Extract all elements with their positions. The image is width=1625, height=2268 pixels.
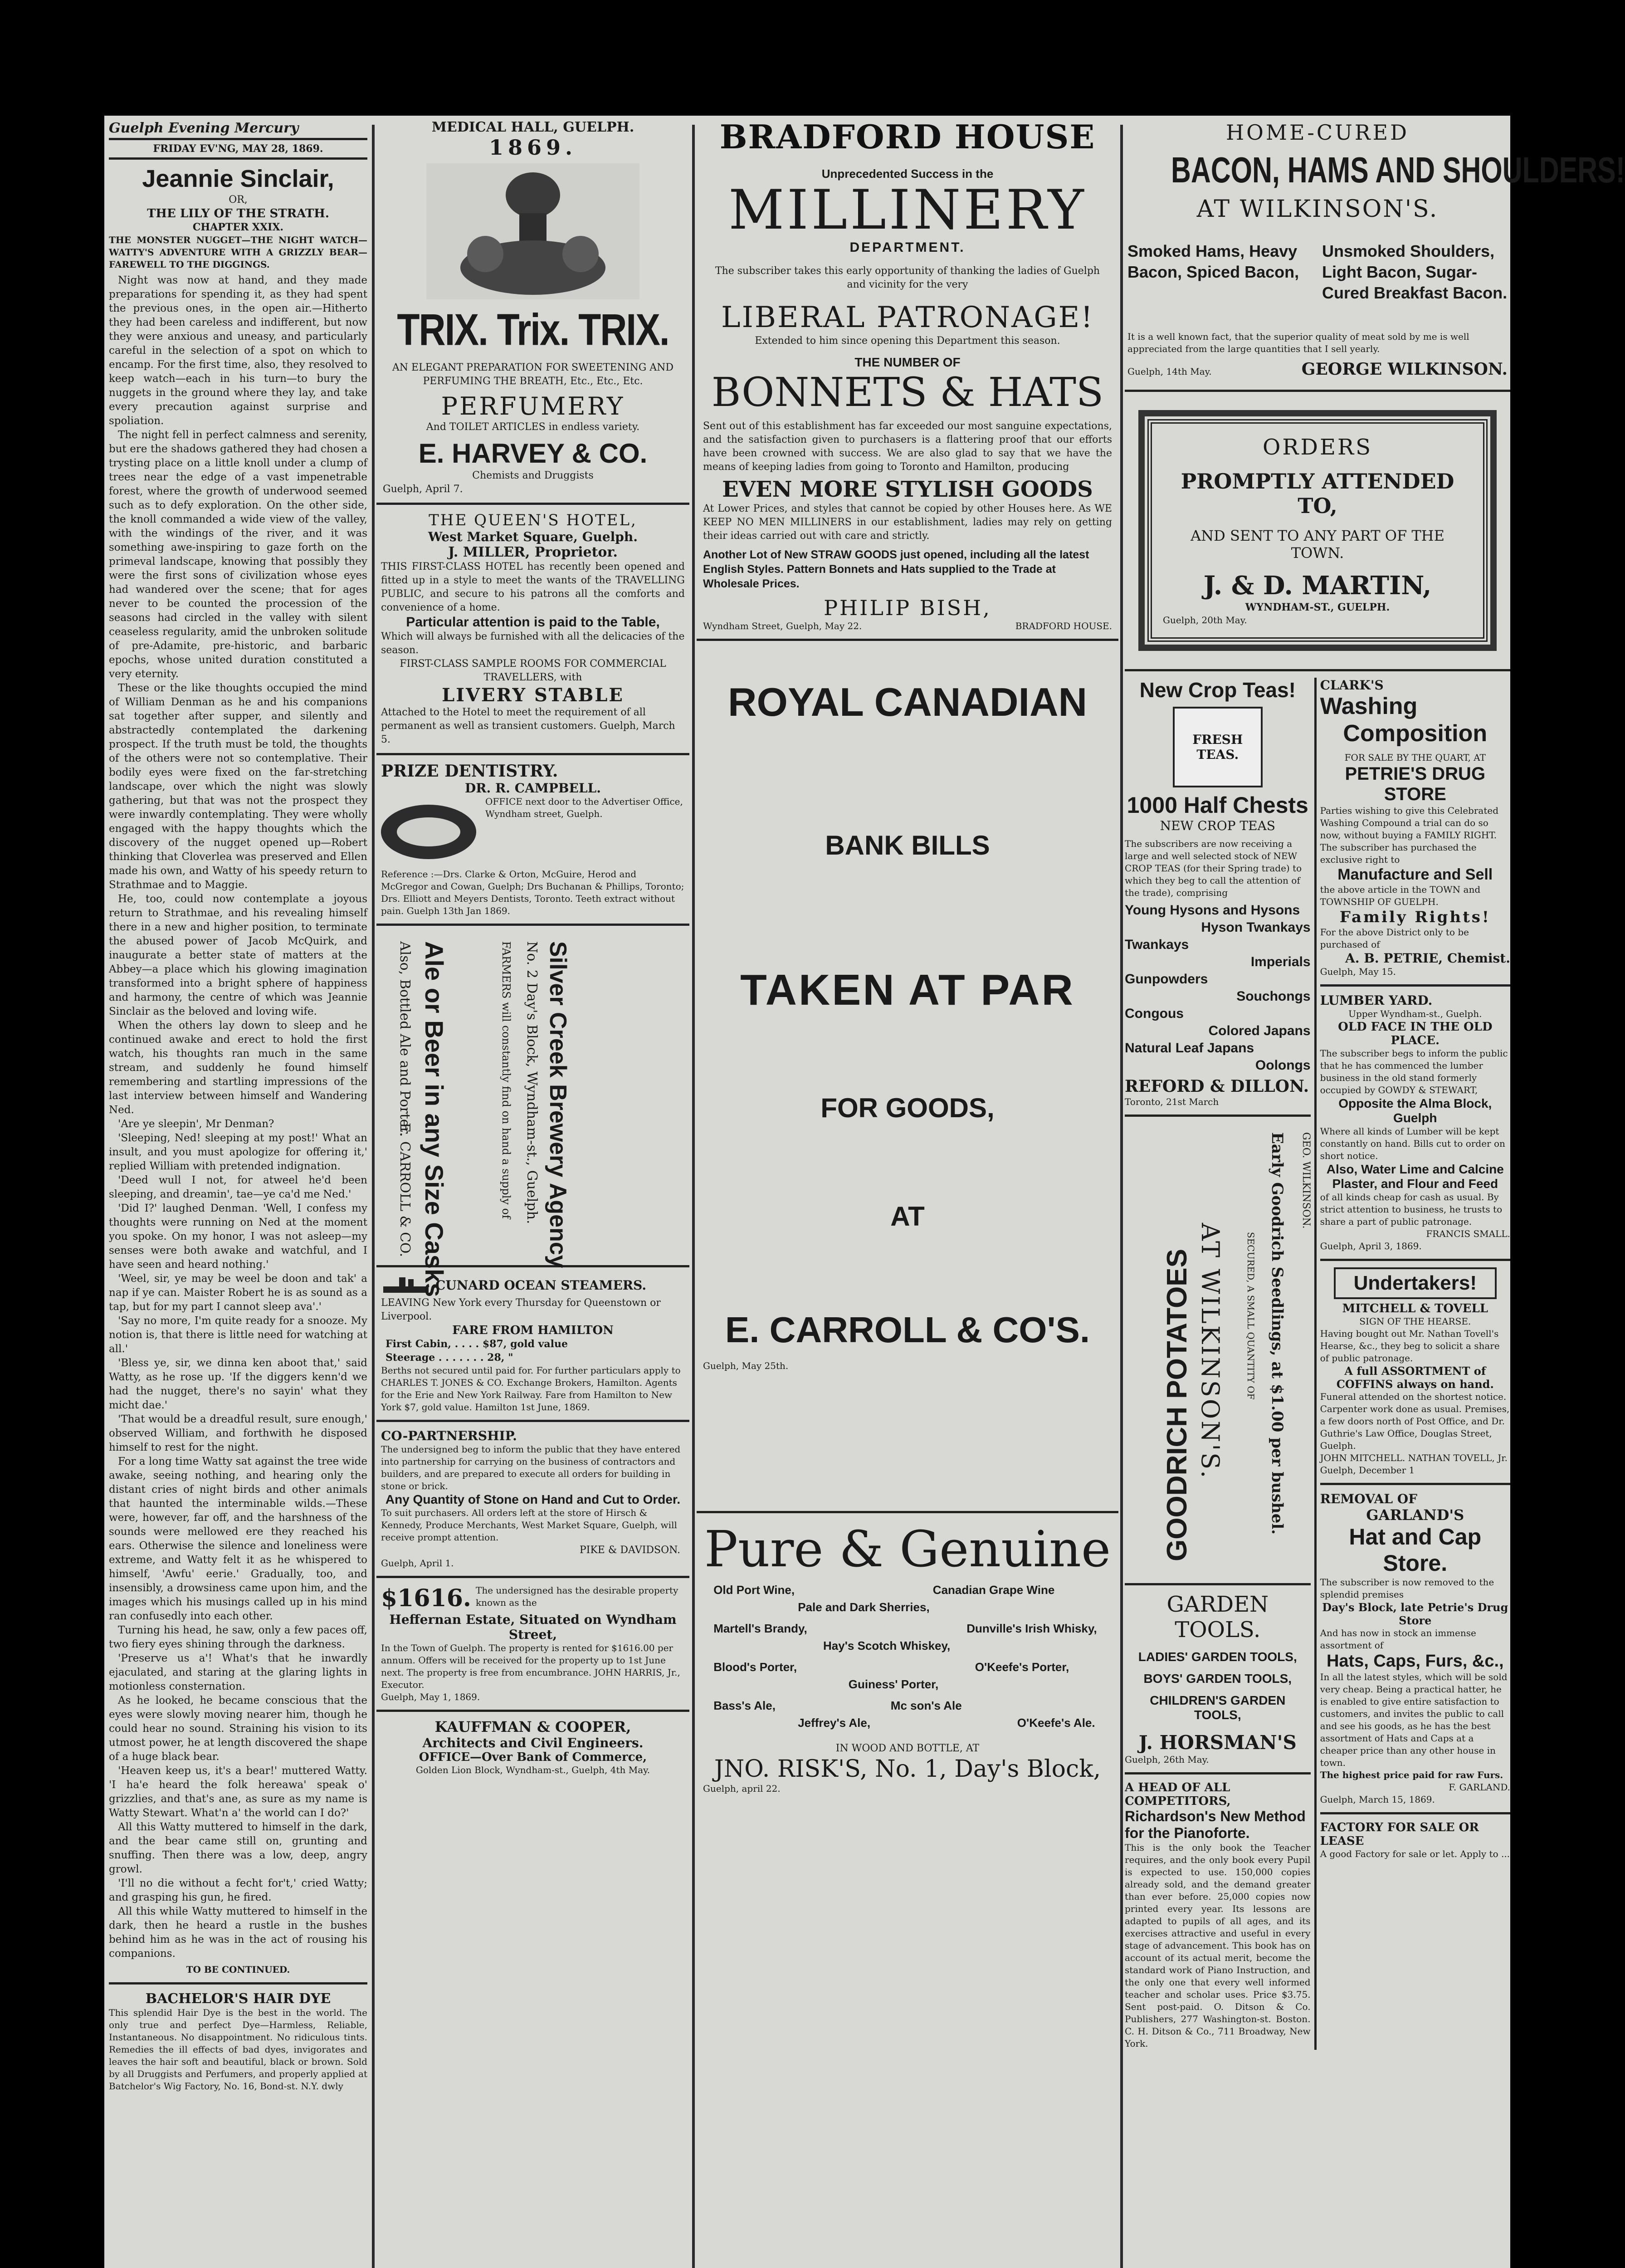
new-crop-teas: NEW CROP TEAS [1160, 818, 1275, 833]
bish-footer2: BRADFORD HOUSE. [1015, 621, 1112, 631]
campbell-refs: Reference :—Drs. Clarke & Orton, McGuire, Herod and McGregor and Cowan, Guelph; Drs Buchanan & Phillips, Toronto; Drs. Elliott and Meyers Dentists, Toronto. Teeth extract without pain. Guelph 13th Jan 1869. [381, 869, 684, 916]
martin-box [1147, 419, 1488, 642]
harvey-name: E. HARVEY & CO. [418, 438, 648, 469]
home-cured: HOME-CURED [1226, 120, 1409, 145]
family-body: For the above District only to be purchased of [1320, 927, 1469, 950]
story-paragraph: All this Watty muttered to himself in the dark, and the bear came still on, grunting and snuffing. Then there was a low, deep, angry growl. [109, 1821, 367, 1875]
philip-bish: PHILIP BISH, [824, 596, 991, 620]
livery-body: Attached to the Hotel to meet the requirement of all permanent as well as transient customers. Guelph, March 5. [381, 707, 675, 745]
bachelor-body: This splendid Hair Dye is the best in the world. The only true and perfect Dye—Harmless, Reliable, Instantaneous. No disappointment. No ridiculous tints. Remedies the ill effects of bad dyes, invigorates and leaves the hair soft and beautiful, black or brown. Sold by all Druggists and Perfumers, and properly applied at Batchelor's Wig Factory, No. 16, Bond-st. N.Y. dwly [109, 2007, 367, 2092]
factory: FACTORY FOR SALE OR LEASE [1320, 1821, 1479, 1848]
prize-dentistry: PRIZE DENTISTRY. [381, 762, 558, 781]
bank-bills-ad [697, 647, 1118, 1505]
smoked-left: Smoked Hams, Heavy Bacon, Spiced Bacon, [1127, 242, 1299, 281]
dentures-icon [376, 796, 481, 868]
liquor-item: Jeffrey's Ale, [798, 1716, 871, 1730]
petrie: A. B. PETRIE, Chemist. [1345, 951, 1510, 966]
wilk-body: It is a well known fact, that the superior quality of meat sold by me is well appreciated from the large quantities that I sell yearly. [1127, 331, 1469, 354]
tea-item: Oolongs [1255, 1058, 1311, 1073]
cunard: CUNARD OCEAN STEAMERS. [435, 1277, 647, 1293]
undertakers-body2: Funeral attended on the shortest notice. Carpenter work done as usual. Premises, a few doors north of Post Office, and Dr. Guthrie's Law Office, Douglas Street, Guelph. [1320, 1391, 1510, 1451]
liquor-item: Martell's Brandy, [713, 1622, 807, 1635]
heffernan-amount: $1616. [381, 1584, 472, 1612]
straw-goods: Another Lot of New STRAW GOODS just opened, including all the latest English Styles. Pattern Bonnets and Hats supplied to the Trade at Wholesale Prices. [703, 548, 1089, 590]
ale-name: E. CARROLL & CO. [397, 1123, 413, 1257]
lumber-body3: of all kinds cheap for cash as usual. By strict attention to business, he trusts to share a part of public patronage. [1320, 1192, 1503, 1227]
story-paragraph: 'I'll no die without a fecht for't,' cried Watty; and grasping his gun, he fired. [109, 1877, 367, 1903]
west-market: West Market Square, Guelph. [428, 529, 638, 544]
martin-street: WYNDHAM-ST., GUELPH. [1245, 601, 1390, 613]
petries: PETRIE'S DRUG STORE [1345, 764, 1486, 804]
tea-item: Imperials [1250, 954, 1311, 969]
pike: PIKE & DAVIDSON. [579, 1545, 680, 1556]
heffernan-amount-body: The undersigned has the desirable property known as the [476, 1585, 678, 1608]
story-title: Jeannie Sinclair, [142, 165, 334, 192]
story-paragraph: 'Are ye sleepin', Mr Denman? [118, 1118, 274, 1130]
reford: REFORD & DILLON. [1125, 1077, 1309, 1096]
tea-item: Colored Japans [1208, 1023, 1311, 1038]
risk: JNO. RISK'S, No. 1, Day's Block, [714, 1755, 1101, 1783]
lumber-body2: Where all kinds of Lumber will be kept constantly on hand. Bills cut to order on short notice. [1320, 1126, 1505, 1161]
story-paragraph: 'Bless ye, sir, we dinna ken aboot that,' said Watty, as he rose up. 'If the diggers kenn'd we had the nugget, there's no sayin' what they micht dae.' [109, 1357, 367, 1411]
heffernan-estate: Heffernan Estate, Situated on Wyndham Street, [389, 1612, 677, 1642]
tea-list [1125, 899, 1311, 1077]
secured: SECURED, A SMALL QUANTITY OF [1245, 1232, 1256, 1400]
petries-body: Parties wishing to give this Celebrated Washing Compound a trial can do so now, without buying a FAMILY RIGHT. [1320, 805, 1498, 841]
half-chests: 1000 Half Chests [1127, 792, 1308, 818]
fresh-label: FRESH [1192, 732, 1243, 747]
liquor-item: Canadian Grape Wine [932, 1583, 1055, 1597]
lumber-street: Upper Wyndham-st., Guelph. [1348, 1008, 1482, 1019]
manufacture: Manufacture and Sell [1337, 866, 1493, 883]
risk-date: Guelph, april 22. [703, 1783, 781, 1794]
sample-rooms: FIRST-CLASS SAMPLE ROOMS FOR COMMERCIAL TRAVELLERS, with [400, 658, 666, 683]
newspaper-page [104, 116, 1625, 2268]
perfume-illustration [426, 163, 639, 299]
story-paragraph: These or the like thoughts occupied the mind of William Denman as he and his companions sat together after supper, and silently and abstractedly contemplated the darkening prospect. If the truth must be told, the thoughts of the others were not so contemplative. Their bodily eyes were fixed on the far-stretching landscape, over which the night was slowly gathering, but that was not the prospect they were inwardly contemplating. They were wholly engaged with the happy thoughts which the discovery of the nugget opened up—Robert thinking that Cloverlea was preserved and Ellen made his own, and Watty of his speedy return to Strathmae and to Maggie. [109, 682, 367, 891]
livery-stable: LIVERY STABLE [442, 684, 624, 706]
for-goods: FOR GOODS, [820, 1093, 995, 1123]
copartnership: CO-PARTNERSHIP. [381, 1428, 517, 1443]
silver-block: No. 2 Day's Block, Wyndham-st., Guelph. [524, 941, 540, 1224]
story-paragraph: 'Preserve us a'! What's that he inwardly ejaculated, and staring at the glaring lights in motionless consternation. [109, 1652, 367, 1692]
story-paragraph: The night fell in perfect calmness and serenity, but ere the shadows gathered they had chosen a trysting place on a little knoll under a clump of trees near the edge of a vast impenetrable forest, where the growth of underwood seemed such as to defy exploration. On the other side, the knoll commanded a wide view of the valley, with the windings of the river, and it was something awe-inspiring to gaze forth on the primeval landscape, knowing that possibly they were the first sons of civilization whose eyes had wandered over the scene; that for ages never to be counted the procession of the seasons had circled in the valley with silent ceaseless regularity, amid the unbroken solitude of pre-Adamite, pre-historic, and barbaric epochs, whose united duration constituted a very eternity. [109, 429, 367, 680]
orders: ORDERS [1262, 435, 1373, 460]
bacon-hams: BACON, HAMS AND SHOULDERS! [1171, 150, 1625, 190]
richardson-body: This is the only book the Teacher requires, and the only book every Pupil is expected to use. 150,000 copies already sold, and the demand greater than ever before. 25,000 copies now printed every year. Its lessons are adapted to pupils of all ages, and its exercises attractive and useful in every stage of advancement. This book has on account of its actual merit, become the standard work of Piano Instruction, and the only one that every well informed teacher and scholar uses. Price $3.75. Sent post-paid. O. Ditson & Co. Publishers, 277 Washington-st. Boston. C. H. Ditson & Co., 711 Broadway, New York. [1125, 1842, 1311, 2049]
tea-item: Congous [1125, 1006, 1184, 1021]
royal-canadian: ROYAL CANADIAN [727, 679, 1088, 724]
medical-hall: MEDICAL HALL, GUELPH. [431, 119, 634, 135]
taken-at-par: TAKEN AT PAR [740, 966, 1075, 1014]
trix-desc: AN ELEGANT PREPARATION FOR SWEETENING AND PERFUMING THE BREATH, Etc., Etc., Etc. [392, 362, 674, 387]
story-paragraph: He, too, could now contemplate a joyous return to Strathmae, and his revealing himself there in a new and higher position, to terminate the abused power of Jacob McQuirk, and inaugurate a better state of matters at the Abbey—a place which his glowing imagination transformed into a bright sphere of happiness and harmony, the centre of which was Jeannie Sinclair as the beloved and loving wife. [109, 893, 367, 1017]
garland-body: The subscriber is now removed to the splendid premises [1320, 1577, 1494, 1600]
office-body: Golden Lion Block, Wyndham-st., Guelph, 4th May. [415, 1765, 650, 1775]
story-paragraph: 'Sleeping, Ned! sleeping at my post!' What an insult, and you must apologize for offering it,' replied William with pretended indignation. [109, 1132, 367, 1172]
story-column [109, 116, 367, 2268]
lumber-body: The subscriber begs to inform the public that he has commenced the lumber business in the old stand formerly occupied by GOWDY & STEWART, [1320, 1048, 1508, 1095]
coffins: A full ASSORTMENT of COFFINS always on hand. [1336, 1364, 1494, 1391]
col4a [1125, 678, 1317, 2050]
copartner-body: The undersigned beg to inform the public that they have entered into partnership for carrying on the business of contractors and builders, and are prepared to execute all orders for building in stone or brick. [381, 1444, 681, 1491]
garland: F. GARLAND. [1449, 1782, 1510, 1793]
bonnets-body: Sent out of this establishment has far exceeded our most sanguine expectations, and the satisfaction given to purchasers is a flattering proof that our efforts have been crowned with success. We are also glad to say that we have the means of keeping ladies from going to Toronto and Hamilton, producing [703, 420, 1112, 473]
garland-body3: In all the latest styles, which will be sold very cheap. Being a practical hatter, he is enabled to give entire satisfaction to customers, and invites the public to call and see his goods, as he has the best assortment of Hats and Caps at a cheaper price than any other house in town. [1320, 1672, 1508, 1768]
toilet-text: And TOILET ARTICLES in endless variety. [426, 421, 640, 433]
story-paragraph: Night was now at hand, and they made preparations for spending it, as they had spent the previous ones, in the open air.—Hitherto they had been careless and indifferent, but now they were anxious and uneasy, and particularly careful in the selection of a spot on which to encamp. For the first time, also, they resolved to keep watch—each in his turn—to bury the nuggets in the ground where they lay, and take every precaution against surprise and spoliation. [109, 274, 367, 427]
stone-body: To suit purchasers. All orders left at the store of Hirsch & Kennedy, Produce Merchants, West Market Square, Guelph, will receive prompt attention. [381, 1507, 677, 1543]
kauffman: KAUFFMAN & COOPER, [434, 1718, 631, 1735]
horsman-date: Guelph, 26th May. [1125, 1754, 1209, 1765]
hotel-body2: Which will always be furnished with all the delicacies of the season. [381, 631, 685, 656]
pure-genuine: Pure & Genuine [704, 1520, 1111, 1578]
lumber: LUMBER YARD. [1320, 993, 1433, 1008]
story-body [109, 274, 367, 1961]
story-paragraph: Turning his head, he saw, only a few paces off, two fiery eyes shining through the darkness. [109, 1624, 367, 1650]
opposite: Opposite the Alma Block, Guelph [1338, 1096, 1492, 1125]
in-wood: IN WOOD AND BOTTLE, AT [835, 1743, 980, 1754]
campbell-body: OFFICE next door to the Advertiser Office, Wyndham street, Guelph. [485, 796, 683, 819]
undertakers-body: Having bought out Mr. Nathan Tovell's Hearse, &c., they beg to solicit a share of public patronage. [1320, 1328, 1500, 1364]
thanks: The subscriber takes this early opportunity of thanking the ladies of Guelph and vicinity for the very [715, 265, 1100, 290]
heffernan-date: Guelph, May 1, 1869. [381, 1691, 480, 1702]
story-chapter: CHAPTER XXIX. [192, 221, 284, 233]
story-paragraph: 'Weel, sir, ye may be weel be doon and tak' a nap if ye can. Maister Robert he is as sound as a tap, but for my part I cannot sleep ava'.' [109, 1273, 367, 1313]
liquor-item: O'Keefe's Ale. [1017, 1716, 1095, 1730]
unprecedented: Unprecedented Success in the [821, 167, 994, 181]
days-block: Day's Block, late Petrie's Drug Store [1322, 1601, 1508, 1627]
tea-item: Natural Leaf Japans [1125, 1041, 1254, 1056]
reford-date: Toronto, 21st March [1125, 1096, 1219, 1107]
number-of: THE NUMBER OF [854, 355, 961, 369]
early-goodrich: Early Goodrich Seedlings, at $1.00 per bushel. [1268, 1132, 1286, 1535]
removal: REMOVAL OF [1320, 1491, 1418, 1506]
washing: Washing [1320, 693, 1418, 719]
masthead-date: FRIDAY EV'NG, MAY 28, 1869. [153, 143, 323, 155]
campbell-name: DR. R. CAMPBELL. [464, 781, 601, 796]
particular: Particular attention is paid to the Table, [406, 615, 660, 630]
bank-bills: BANK BILLS [825, 830, 990, 860]
cunard-body: LEAVING New York every Thursday for Queenstown or Liverpool. [381, 1297, 661, 1322]
mitchell: MITCHELL & TOVELL [1342, 1302, 1488, 1315]
composition: Composition [1343, 720, 1488, 747]
at: AT [890, 1201, 925, 1232]
old-face: OLD FACE IN THE OLD PLACE. [1338, 1020, 1493, 1047]
petries-body3: the above article in the TOWN and TOWNSHIP OF GUELPH. [1320, 884, 1481, 907]
garden-tools: GARDEN TOOLS. [1166, 1592, 1269, 1642]
department: DEPARTMENT. [849, 240, 966, 255]
millinery: MILLINERY [728, 179, 1087, 242]
silver-farmers: FARMERS will constantly find on hand a supply of [500, 941, 512, 1219]
tea-item: Hyson Twankays [1201, 920, 1311, 935]
raw-furs: The highest price paid for raw Furs. [1320, 1769, 1503, 1780]
teeth-illustration [376, 796, 481, 868]
story-paragraph: For a long time Watty sat against the tree wide awake, seeing nothing, and hearing only the distant cries of night birds and other animals that haunted the interminable wilds.—These were, however, far off, and the harshness of the sounds were mellowed ere they reached his ears. Otherwise the silence and loneliness were extreme, and Watty felt it as he whispered to himself, 'Awfu' eerie.' Gradually, too, and insensibly, a drowsiness came upon him, and the images which his musings called up in his mind ran confusedly into each other. [109, 1456, 367, 1622]
undertakers-box [1334, 1267, 1497, 1299]
first-cabin: First Cabin, . . . . $87, gold value [386, 1338, 568, 1350]
liquor-item: Blood's Porter, [713, 1660, 797, 1674]
teas-label: TEAS. [1196, 747, 1239, 762]
names: JOHN MITCHELL. NATHAN TOVELL, Jr. [1320, 1452, 1508, 1463]
hat-cap: Hat and Cap Store. [1349, 1524, 1482, 1576]
bonnets-hats: BONNETS & HATS [711, 369, 1104, 415]
liberal-patronage: LIBERAL PATRONAGE! [721, 301, 1094, 334]
liquor-item: Bass's Ale, [713, 1699, 776, 1712]
new-crop: New Crop Teas! [1139, 678, 1296, 702]
office-heading: OFFICE—Over Bank of Commerce, [419, 1750, 647, 1764]
garland-body2: And has now in stock an immense assortment of [1320, 1628, 1476, 1651]
boys-tools: BOYS' GARDEN TOOLS, [1143, 1672, 1292, 1686]
hotel-body: THIS FIRST-CLASS HOTEL has recently been opened and fitted up in a style to meet the wants of the TRAVELLING PUBLIC, and secure to his patrons all the comforts and convenience of a home. [381, 561, 685, 613]
goodrich: GOODRICH POTATOES [1161, 1249, 1193, 1561]
steerage: Steerage . . . . . . . 28, " [386, 1352, 513, 1364]
story-or: OR, [229, 194, 248, 205]
story-paragraph: 'Did I?' laughed Denman. 'Well, I confess my thoughts were running on Ned at the moment you spoke. On my honor, I was not asleep—my senses were both awake and watchful, and I have seen and heard nothing.' [109, 1202, 367, 1271]
goodrich-ad [1125, 1123, 1311, 1577]
small: FRANCIS SMALL. [1426, 1228, 1510, 1239]
story-paragraph: 'Heaven keep us, it's a bear!' muttered Watty. 'I ha'e heard the folk hereawa' speak o' grizzlies, and that's ane, as sure as my name is Watty Stewart. What'n a' the world can I do?' [109, 1765, 367, 1819]
ale-beer: Ale or Beer in any Size Casks [420, 941, 449, 1297]
tea-item: Twankays [1125, 937, 1189, 952]
ahead: A HEAD OF ALL COMPETITORS, [1125, 1781, 1231, 1808]
promptly: PROMPTLY ATTENDED TO, [1181, 469, 1454, 518]
story-paragraph: 'Deed wull I not, for atweel he'd been sleeping, and dreamin', tae—ye ca'd me Ned.' [109, 1174, 367, 1200]
wilk-date: Guelph, 14th May. [1127, 366, 1212, 377]
bradford-house: BRADFORD HOUSE [719, 117, 1096, 156]
masthead-name: Guelph Evening Mercury [109, 120, 299, 136]
tea-item: Gunpowders [1125, 972, 1208, 987]
water-lime: Also, Water Lime and Calcine Plaster, and Flour and Feed [1326, 1162, 1504, 1191]
factory-body: A good Factory for sale or let. Apply to ... [1320, 1848, 1510, 1859]
bish-footer: Wyndham Street, Guelph, May 22. [703, 621, 862, 631]
richardson: Richardson's New Method for the Pianoforte. [1125, 1808, 1306, 1841]
heffernan-body: In the Town of Guelph. The property is rented for $1616.00 per annum. Offers will be received for the property up to 1st June next. The property is free from encumbrance. JOHN HARRIS, Jr., Executor. [381, 1642, 680, 1690]
col4b [1317, 678, 1510, 2050]
story-paragraph: When the others lay down to sleep and he continued awake and erect to hold the first watch, his thoughts ran much in the same stream, and suddenly he found himself remembering and startling impressions of the last interview between himself and Wandering Ned. [109, 1020, 367, 1116]
names-date: Guelph, December 1 [1320, 1465, 1415, 1476]
even-more-body: At Lower Prices, and styles that cannot be copied by other Houses here. As WE KEEP NO MEN MILLINERS in our establishment, ladies may rely on getting their ideas carried out with care and strictly. [703, 503, 1112, 542]
harvey-date: Guelph, April 7. [383, 484, 463, 495]
story-summary: THE MONSTER NUGGET—THE NIGHT WATCH—WATTY'S ADVENTURE WITH A GRIZZLY BEAR—FAREWELL TO THE DIGGINGS. [109, 235, 367, 270]
col3 [697, 116, 1118, 2268]
even-more: EVEN MORE STYLISH GOODS [722, 477, 1093, 502]
liquor-list [697, 1579, 1118, 1742]
liquor-item: Dunville's Irish Whisky, [966, 1622, 1097, 1635]
undertakers: Undertakers! [1353, 1272, 1477, 1294]
martin-name: J. & D. MARTIN, [1203, 571, 1432, 601]
petrie-date: Guelph, May 15. [1320, 966, 1396, 977]
trix-heading: TRIX. Trix. TRIX. [397, 305, 669, 355]
teas-body: The subscribers are now receiving a large and well selected stock of NEW CROP TEAS (for their Spring trade) to which they beg to call the attention of the trade), comprising [1125, 838, 1302, 898]
bachelor-title: BACHELOR'S HAIR DYE [145, 1991, 331, 2007]
petries-body2: The subscriber has purchased the exclusive right to [1320, 842, 1477, 865]
ladies-tools: LADIES' GARDEN TOOLS, [1138, 1650, 1297, 1664]
children-tools: CHILDREN'S GARDEN TOOLS, [1150, 1693, 1286, 1722]
medical-year: 1869. [488, 135, 577, 160]
story-paragraph: All this while Watty muttered to himself in the dark, then he heard a rustle in the bushes behind him as he was in the act of rousing his companions. [109, 1906, 367, 1960]
liquor-item: O'Keefe's Porter, [975, 1660, 1069, 1674]
garland-date: Guelph, March 15, 1869. [1320, 1794, 1435, 1805]
liquor-item: Guiness' Porter, [848, 1677, 939, 1691]
liquor-item: Hay's Scotch Whiskey, [823, 1639, 951, 1652]
silver-creek: Silver Creek Brewery Agency [545, 941, 571, 1268]
sent: AND SENT TO ANY PART OF THE TOWN. [1191, 527, 1444, 562]
story-subtitle: THE LILY OF THE STRATH. [147, 207, 329, 220]
carroll: E. CARROLL & CO'S. [725, 1310, 1090, 1350]
small-date: Guelph, April 3, 1869. [1320, 1241, 1422, 1251]
col2 [376, 116, 689, 2268]
fare: FARE FROM HAMILTON [452, 1324, 614, 1337]
martin-date: Guelph, 20th May. [1163, 615, 1247, 626]
story-paragraph: 'Say no more, I'm quite ready for a snooze. My notion is, that there is little need for watching at all.' [109, 1315, 367, 1355]
stone-heading: Any Quantity of Stone on Hand and Cut to Order. [385, 1492, 681, 1506]
at-wilkinson: AT WILKINSON'S. [1196, 196, 1439, 223]
perfumery-heading: PERFUMERY [441, 392, 625, 420]
queens-hotel: THE QUEEN'S HOTEL, [429, 511, 637, 529]
col4-lower [1125, 678, 1510, 2050]
sign: SIGN OF THE HEARSE. [1359, 1316, 1471, 1327]
story-paragraph: 'That would be a dreadful result, sure enough,' observed William, and forthwith he disposed himself to rest for the night. [109, 1413, 367, 1453]
for-sale: FOR SALE BY THE QUART, AT [1344, 752, 1486, 763]
wilkinson: GEORGE WILKINSON. [1301, 360, 1508, 379]
liquor-item: Old Port Wine, [713, 1583, 795, 1597]
carroll-date: Guelph, May 25th. [703, 1360, 789, 1371]
harvey-chemists: Chemists and Druggists [472, 470, 594, 481]
liquor-item: Pale and Dark Sherries, [798, 1600, 930, 1614]
story-continued: TO BE CONTINUED. [186, 1964, 290, 1975]
cunard-agents: Berths not secured until paid for. For further particulars apply to CHARLES T. JONES & CO. Exchange Brokers, Hamilton. Agents for the Erie and New York Railway. Fare from Hamilton to New York $7, gold value. Hamilton 1st June, 1869. [381, 1365, 681, 1413]
hats: Hats, Caps, Furs, &c., [1326, 1652, 1504, 1671]
tea-chest-icon [1173, 707, 1263, 787]
architects: Architects and Civil Engineers. [422, 1735, 644, 1750]
at-wilkinson-2: AT WILKINSON'S. [1196, 1223, 1225, 1480]
smoked-right: Unsmoked Shoulders, Light Bacon, Sugar-Cured Breakfast Bacon. [1322, 242, 1508, 302]
cherub-vase-icon [426, 163, 639, 299]
horsman: J. HORSMAN'S [1138, 1731, 1297, 1754]
story-paragraph: As he looked, he became conscious that the eyes were slowly moving nearer him, though he could hear no sound. Straining his vision to its utmost power, he at length discovered the shape of a huge black bear. [109, 1695, 367, 1763]
pike-date: Guelph, April 1. [381, 1558, 454, 1569]
tea-item: Young Hysons and Hysons [1125, 903, 1300, 918]
family-rights: Family Rights! [1339, 908, 1491, 926]
clarks: CLARK'S [1320, 678, 1384, 693]
extended: Extended to him since opening this Department this season. [755, 335, 1060, 347]
col4 [1125, 116, 1625, 2268]
miller: J. MILLER, Proprietor. [448, 544, 618, 560]
tea-item: Souchongs [1236, 989, 1311, 1004]
geo-wilkinson: GEO. WILKINSON. [1300, 1132, 1312, 1229]
liquor-item: Mc son's Ale [890, 1699, 962, 1712]
ale-sub: Also, Bottled Ale and Porter. [397, 941, 413, 1137]
garlands: GARLAND'S [1366, 1506, 1464, 1524]
